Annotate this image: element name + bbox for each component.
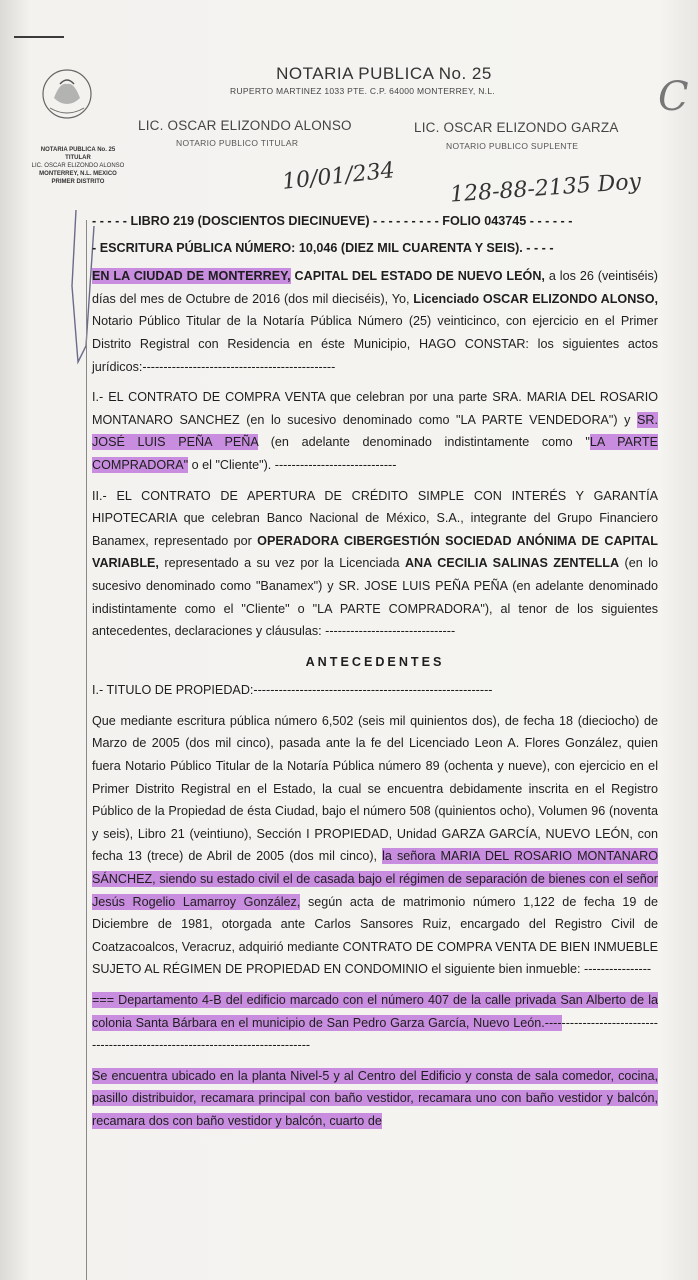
seal-line: TITULAR xyxy=(65,155,91,161)
margin-line xyxy=(86,220,87,1280)
paragraph-opening xyxy=(92,265,658,378)
paragraph-credito xyxy=(92,485,658,643)
paragraph-departamento xyxy=(92,989,658,1057)
seal-line: MONTERREY, N.L. MEXICO xyxy=(39,171,117,177)
text: Que mediante escritura pública número 6,502 (seis mil quinientos dos), de fecha 18 (dieciocho) de Marzo de 2005 (dos mil cinco), pasada ante la fe del Licenciado Leon A. Flores González, quien fuera Notario Público Titular de la Notaría Pública número 89 (ochenta y nueve), con ejercicio en el Primer Distrito Registral en el Estado, la cual se encuentra debidamente inscrita en el Registro Público de la Propiedad de ésta Ciudad, bajo el número 508 (quinientos ocho), Volumen 96 (noventa y seis), Libro 21 (veintiuno), Sección I PROPIEDAD, Unidad GARZA GARCÍA, NUEVO LEÓN, con fecha 13 (trece) de Abril de 2005 (dos mil cinco), xyxy=(92,713,658,864)
notary-left-role: NOTARIO PUBLICO TITULAR xyxy=(176,138,299,148)
text-bold: ANA CECILIA SALINAS ZENTELLA xyxy=(404,556,620,571)
escritura-line: - ESCRITURA PÚBLICA NÚMERO: 10,046 (DIEZ MIL CUARENTA Y SEIS). - - - - xyxy=(92,240,554,255)
notary-address: RUPERTO MARTINEZ 1033 PTE. C.P. 64000 MONTERREY, N.L. xyxy=(230,86,496,96)
handwritten-note-left: 10/01/234 xyxy=(281,158,396,195)
text: a los 26 (veintiséis) días del mes de Octubre de 2016 (dos mil dieciséis), Yo, xyxy=(92,269,658,306)
seal-line: LIC. OSCAR ELIZONDO ALONSO xyxy=(31,163,125,169)
document-body xyxy=(92,210,658,1141)
notary-title: NOTARIA PUBLICA No. 25 xyxy=(276,64,492,83)
text: según acta de matrimonio número 1,122 de fecha 19 de Diciembre de 1981, otorgada ante Carlos Sansores Ruiz, encargado del Registro Civil de Coatzacoalcos, Veracruz, adquirió mediante CONTRATO DE COMPRA VENTA DE BIEN INMUEBLE SUJETO AL RÉGIMEN DE PROPIEDAD EN CONDOMINIO el siguiente bien inmueble: ---------------- xyxy=(92,894,658,977)
paragraph-compra-venta xyxy=(92,386,658,476)
text: representado a su vez por la Licenciada xyxy=(158,556,405,571)
paragraph-ubicacion xyxy=(92,1065,658,1133)
text: Notario Público Titular de la Notaría Pública Número (25) veinticinco, con ejercicio en el Primer Distrito Registral con Residencia en éste Municipio, HAGO CONSTAR: los siguientes actos jurídicos:---------------------------------------------- xyxy=(92,314,658,374)
text: --------------------------------------------------------------------------- xyxy=(92,1015,658,1053)
text-bold: Licenciado OSCAR ELIZONDO ALONSO, xyxy=(409,291,658,306)
top-mark xyxy=(14,36,64,38)
margin-handwritten-mark: C xyxy=(658,74,689,120)
notary-right-role: NOTARIO PUBLICO SUPLENTE xyxy=(446,141,579,151)
text-bold: OPERADORA CIBERGESTIÓN SOCIEDAD ANÓNIMA DE CAPITAL VARIABLE, xyxy=(92,533,658,571)
text: (en adelante denominado indistintamente como " xyxy=(258,435,590,450)
text: (en lo sucesivo denominado como "Banamex") y SR. JOSE LUIS PEÑA PEÑA (en adelante denominado indistintamente como el "Cliente" o "LA PARTE COMPRADORA"), al tenor de los siguientes antecedentes, declaraciones y cláusulas: ------------------------------- xyxy=(92,556,658,639)
highlight-ubicacion: Se encuentra ubicado en la planta Nivel-5 y al Centro del Edificio y consta de sala comedor, cocina, pasillo distribuidor, recamara principal con baño vestidor, recamara uno con baño vestidor y balcón, recamara dos con baño vestidor y balcón, cuarto de xyxy=(92,1068,658,1128)
highlight-seller: la señora MARIA DEL ROSARIO MONTANARO SÁNCHEZ, siendo su estado civil el de casada bajo el régimen de separación de bienes con el señor Jesús Rogelio Lamarroy González, xyxy=(92,849,658,909)
text-bold: CAPITAL DEL ESTADO DE NUEVO LEÓN, xyxy=(290,269,545,284)
notary-left-name: LIC. OSCAR ELIZONDO ALONSO xyxy=(138,118,352,133)
text: II.- EL CONTRATO DE APERTURA DE CRÉDITO SIMPLE CON INTERÉS Y GARANTÍA HIPOTECARIA que celebran Banco Nacional de México, S.A., integrante del Grupo Financiero Banamex, representado por xyxy=(92,488,658,548)
text: I.- EL CONTRATO DE COMPRA VENTA que celebran por una parte SRA. MARIA DEL ROSARIO MONTANARO SANCHEZ (en lo sucesivo denominado como "LA PARTE VENDEDORA") y xyxy=(92,390,658,427)
notary-right-name: LIC. OSCAR ELIZONDO GARZA xyxy=(414,120,619,135)
text: o el "Cliente"). ----------------------------- xyxy=(188,457,397,472)
antecedentes-heading: ANTECEDENTES xyxy=(305,654,445,669)
highlight-monterrey: EN LA CIUDAD DE MONTERREY, xyxy=(92,269,291,284)
handwritten-note-right: 128-88-2135 Doy xyxy=(449,169,642,208)
titulo-propiedad: I.- TITULO DE PROPIEDAD:--------------------------------------------------------- xyxy=(92,683,493,698)
seal-line: PRIMER DISTRITO xyxy=(51,179,105,185)
highlight-departamento: === Departamento 4-B del edificio marcado con el número 407 de la calle privada San Alberto de la colonia Santa Bárbara en el municipio de San Pedro Garza García, Nuevo León.---- xyxy=(92,993,658,1030)
highlight-parte-compradora: LA PARTE COMPRADORA" xyxy=(92,435,658,472)
libro-line: - - - - - LIBRO 219 (DOSCIENTOS DIECINUEVE) - - - - - - - - - FOLIO 043745 - - - - - - xyxy=(92,214,573,228)
seal-text xyxy=(18,146,138,186)
seal-line: NOTARIA PUBLICA No. 25 xyxy=(40,147,116,153)
highlight-buyer-name: SR. JOSÉ LUIS PEÑA PEÑA xyxy=(92,412,658,450)
paragraph-titulo xyxy=(92,710,658,981)
